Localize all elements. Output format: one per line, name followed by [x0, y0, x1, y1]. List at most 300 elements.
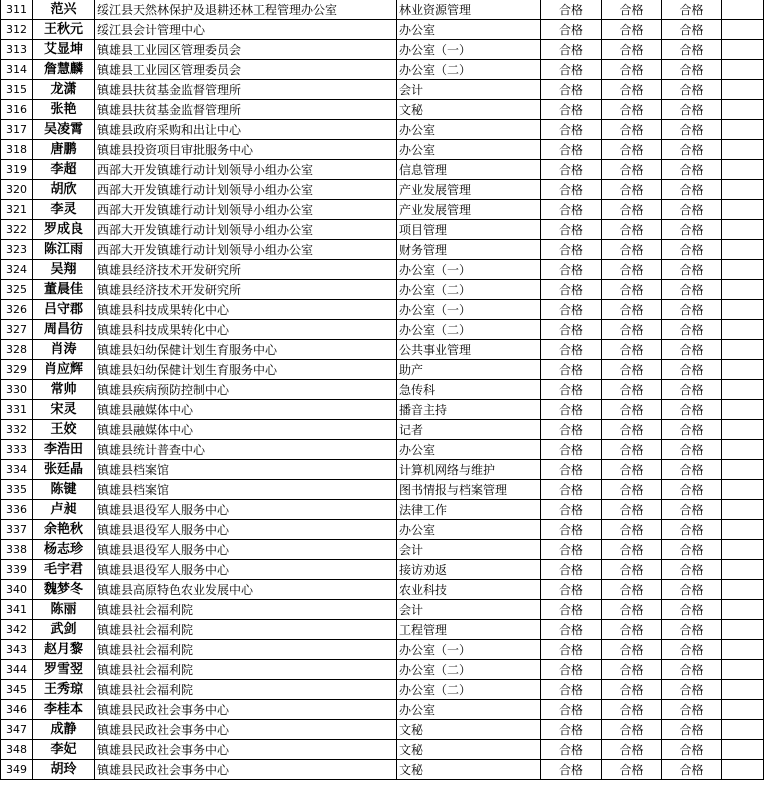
name-cell: 胡玲 [33, 760, 95, 780]
row-number-cell: 342 [1, 620, 33, 640]
result-cell: 合格 [541, 320, 602, 340]
row-number-cell: 330 [1, 380, 33, 400]
row-number-cell: 325 [1, 280, 33, 300]
row-number-cell: 324 [1, 260, 33, 280]
result-cell: 合格 [602, 660, 662, 680]
result-cell: 合格 [662, 660, 722, 680]
position-cell: 计算机网络与维护 [397, 460, 541, 480]
table-row [1, 660, 764, 680]
result-cell: 合格 [602, 440, 662, 460]
result-cell: 合格 [662, 320, 722, 340]
result-cell: 合格 [541, 440, 602, 460]
unit-cell: 镇雄县工业园区管理委员会 [95, 60, 397, 80]
position-cell: 财务管理 [397, 240, 541, 260]
result-cell: 合格 [662, 400, 722, 420]
position-cell: 工程管理 [397, 620, 541, 640]
unit-cell: 西部大开发镇雄行动计划领导小组办公室 [95, 180, 397, 200]
table-row [1, 20, 764, 40]
position-cell: 办公室（二） [397, 60, 541, 80]
name-cell: 王姣 [33, 420, 95, 440]
unit-cell: 镇雄县经济技术开发研究所 [95, 280, 397, 300]
result-cell: 合格 [541, 560, 602, 580]
empty-cell [722, 80, 764, 100]
empty-cell [722, 140, 764, 160]
table-row [1, 200, 764, 220]
row-number-cell: 314 [1, 60, 33, 80]
table-row [1, 600, 764, 620]
name-cell: 陈江雨 [33, 240, 95, 260]
unit-cell: 镇雄县退役军人服务中心 [95, 500, 397, 520]
empty-cell [722, 480, 764, 500]
unit-cell: 镇雄县融媒体中心 [95, 420, 397, 440]
unit-cell: 镇雄县社会福利院 [95, 600, 397, 620]
table-row [1, 0, 764, 20]
empty-cell [722, 180, 764, 200]
empty-cell [722, 280, 764, 300]
position-cell: 办公室 [397, 140, 541, 160]
position-cell: 文秘 [397, 740, 541, 760]
position-cell: 播音主持 [397, 400, 541, 420]
empty-cell [722, 680, 764, 700]
position-cell: 办公室（一） [397, 300, 541, 320]
empty-cell [722, 360, 764, 380]
position-cell: 办公室（一） [397, 40, 541, 60]
row-number-cell: 344 [1, 660, 33, 680]
result-cell: 合格 [541, 200, 602, 220]
table-row [1, 500, 764, 520]
table-row [1, 80, 764, 100]
empty-cell [722, 580, 764, 600]
unit-cell: 镇雄县工业园区管理委员会 [95, 40, 397, 60]
result-cell: 合格 [602, 40, 662, 60]
result-cell: 合格 [541, 660, 602, 680]
result-cell: 合格 [541, 300, 602, 320]
name-cell: 吴翔 [33, 260, 95, 280]
name-cell: 周昌彷 [33, 320, 95, 340]
table-row [1, 620, 764, 640]
table-row [1, 400, 764, 420]
result-cell: 合格 [662, 460, 722, 480]
empty-cell [722, 440, 764, 460]
position-cell: 助产 [397, 360, 541, 380]
position-cell: 文秘 [397, 720, 541, 740]
position-cell: 接访劝返 [397, 560, 541, 580]
result-cell: 合格 [662, 200, 722, 220]
unit-cell: 西部大开发镇雄行动计划领导小组办公室 [95, 200, 397, 220]
result-cell: 合格 [662, 180, 722, 200]
row-number-cell: 327 [1, 320, 33, 340]
row-number-cell: 335 [1, 480, 33, 500]
result-cell: 合格 [541, 740, 602, 760]
result-cell: 合格 [541, 460, 602, 480]
result-cell: 合格 [541, 400, 602, 420]
table-row [1, 140, 764, 160]
row-number-cell: 347 [1, 720, 33, 740]
result-cell: 合格 [541, 220, 602, 240]
name-cell: 张艳 [33, 100, 95, 120]
result-cell: 合格 [541, 420, 602, 440]
result-cell: 合格 [602, 60, 662, 80]
empty-cell [722, 460, 764, 480]
table-row [1, 740, 764, 760]
result-cell: 合格 [602, 100, 662, 120]
table-row [1, 440, 764, 460]
result-cell: 合格 [602, 340, 662, 360]
unit-cell: 镇雄县统计普查中心 [95, 440, 397, 460]
result-cell: 合格 [662, 40, 722, 60]
result-cell: 合格 [541, 620, 602, 640]
result-cell: 合格 [602, 220, 662, 240]
name-cell: 罗成良 [33, 220, 95, 240]
position-cell: 办公室（二） [397, 280, 541, 300]
position-cell: 办公室（一） [397, 260, 541, 280]
position-cell: 信息管理 [397, 160, 541, 180]
name-cell: 李桂本 [33, 700, 95, 720]
row-number-cell: 328 [1, 340, 33, 360]
result-cell: 合格 [662, 100, 722, 120]
name-cell: 王秋元 [33, 20, 95, 40]
table-body [1, 0, 764, 780]
result-cell: 合格 [541, 20, 602, 40]
name-cell: 艾显坤 [33, 40, 95, 60]
table-row [1, 100, 764, 120]
position-cell: 会计 [397, 540, 541, 560]
position-cell: 办公室 [397, 700, 541, 720]
table-row [1, 700, 764, 720]
table-row [1, 320, 764, 340]
unit-cell: 镇雄县疾病预防控制中心 [95, 380, 397, 400]
position-cell: 急传科 [397, 380, 541, 400]
result-cell: 合格 [541, 760, 602, 780]
position-cell: 会计 [397, 600, 541, 620]
result-cell: 合格 [541, 40, 602, 60]
table-row [1, 720, 764, 740]
table-row [1, 120, 764, 140]
result-cell: 合格 [541, 100, 602, 120]
name-cell: 肖涛 [33, 340, 95, 360]
result-cell: 合格 [662, 620, 722, 640]
result-cell: 合格 [602, 0, 662, 20]
result-cell: 合格 [602, 480, 662, 500]
empty-cell [722, 760, 764, 780]
unit-cell: 镇雄县社会福利院 [95, 680, 397, 700]
table-row [1, 220, 764, 240]
result-cell: 合格 [602, 560, 662, 580]
empty-cell [722, 640, 764, 660]
result-cell: 合格 [541, 540, 602, 560]
result-cell: 合格 [541, 500, 602, 520]
name-cell: 罗雪翌 [33, 660, 95, 680]
result-cell: 合格 [602, 300, 662, 320]
table-row [1, 260, 764, 280]
empty-cell [722, 560, 764, 580]
result-cell: 合格 [541, 700, 602, 720]
result-cell: 合格 [602, 460, 662, 480]
result-cell: 合格 [662, 640, 722, 660]
row-number-cell: 321 [1, 200, 33, 220]
unit-cell: 镇雄县民政社会事务中心 [95, 720, 397, 740]
table-row [1, 360, 764, 380]
empty-cell [722, 380, 764, 400]
unit-cell: 绥江县会计管理中心 [95, 20, 397, 40]
result-cell: 合格 [602, 80, 662, 100]
result-cell: 合格 [541, 680, 602, 700]
result-cell: 合格 [662, 560, 722, 580]
empty-cell [722, 320, 764, 340]
result-cell: 合格 [602, 180, 662, 200]
unit-cell: 镇雄县扶贫基金监督管理所 [95, 80, 397, 100]
name-cell: 李妃 [33, 740, 95, 760]
result-cell: 合格 [541, 640, 602, 660]
result-cell: 合格 [662, 340, 722, 360]
row-number-cell: 311 [1, 0, 33, 20]
result-cell: 合格 [541, 580, 602, 600]
position-cell: 办公室（二） [397, 660, 541, 680]
result-cell: 合格 [602, 740, 662, 760]
result-cell: 合格 [662, 600, 722, 620]
row-number-cell: 323 [1, 240, 33, 260]
result-cell: 合格 [541, 120, 602, 140]
result-cell: 合格 [602, 620, 662, 640]
result-cell: 合格 [662, 480, 722, 500]
result-cell: 合格 [662, 60, 722, 80]
result-cell: 合格 [541, 520, 602, 540]
result-cell: 合格 [541, 600, 602, 620]
position-cell: 产业发展管理 [397, 200, 541, 220]
unit-cell: 镇雄县投资项目审批服务中心 [95, 140, 397, 160]
result-cell: 合格 [662, 440, 722, 460]
result-cell: 合格 [541, 80, 602, 100]
result-cell: 合格 [602, 20, 662, 40]
table-row [1, 640, 764, 660]
result-cell: 合格 [602, 320, 662, 340]
unit-cell: 镇雄县社会福利院 [95, 640, 397, 660]
unit-cell: 镇雄县退役军人服务中心 [95, 560, 397, 580]
unit-cell: 镇雄县民政社会事务中心 [95, 740, 397, 760]
empty-cell [722, 20, 764, 40]
result-cell: 合格 [541, 380, 602, 400]
name-cell: 唐鹏 [33, 140, 95, 160]
unit-cell: 镇雄县高原特色农业发展中心 [95, 580, 397, 600]
name-cell: 李灵 [33, 200, 95, 220]
table-row [1, 520, 764, 540]
unit-cell: 镇雄县政府采购和出让中心 [95, 120, 397, 140]
row-number-cell: 320 [1, 180, 33, 200]
position-cell: 办公室（一） [397, 640, 541, 660]
row-number-cell: 318 [1, 140, 33, 160]
position-cell: 办公室 [397, 440, 541, 460]
result-cell: 合格 [662, 380, 722, 400]
result-cell: 合格 [541, 60, 602, 80]
result-cell: 合格 [602, 360, 662, 380]
position-cell: 文秘 [397, 100, 541, 120]
result-cell: 合格 [662, 500, 722, 520]
table-row [1, 240, 764, 260]
position-cell: 项目管理 [397, 220, 541, 240]
name-cell: 王秀琼 [33, 680, 95, 700]
empty-cell [722, 220, 764, 240]
table-row [1, 680, 764, 700]
row-number-cell: 345 [1, 680, 33, 700]
empty-cell [722, 40, 764, 60]
position-cell: 办公室（二） [397, 320, 541, 340]
name-cell: 常帅 [33, 380, 95, 400]
table-row [1, 760, 764, 780]
row-number-cell: 337 [1, 520, 33, 540]
table-row [1, 460, 764, 480]
position-cell: 办公室 [397, 20, 541, 40]
empty-cell [722, 260, 764, 280]
empty-cell [722, 720, 764, 740]
result-cell: 合格 [541, 340, 602, 360]
name-cell: 杨志珍 [33, 540, 95, 560]
row-number-cell: 326 [1, 300, 33, 320]
result-cell: 合格 [662, 160, 722, 180]
name-cell: 卢昶 [33, 500, 95, 520]
row-number-cell: 340 [1, 580, 33, 600]
unit-cell: 镇雄县科技成果转化中心 [95, 320, 397, 340]
result-cell: 合格 [662, 0, 722, 20]
name-cell: 胡欣 [33, 180, 95, 200]
result-cell: 合格 [541, 360, 602, 380]
position-cell: 图书情报与档案管理 [397, 480, 541, 500]
position-cell: 公共事业管理 [397, 340, 541, 360]
name-cell: 武剑 [33, 620, 95, 640]
result-cell: 合格 [662, 140, 722, 160]
row-number-cell: 315 [1, 80, 33, 100]
unit-cell: 绥江县天然林保护及退耕还林工程管理办公室 [95, 0, 397, 20]
result-cell: 合格 [541, 160, 602, 180]
name-cell: 范兴 [33, 0, 95, 20]
row-number-cell: 317 [1, 120, 33, 140]
empty-cell [722, 100, 764, 120]
row-number-cell: 332 [1, 420, 33, 440]
empty-cell [722, 340, 764, 360]
row-number-cell: 333 [1, 440, 33, 460]
result-cell: 合格 [602, 260, 662, 280]
position-cell: 法律工作 [397, 500, 541, 520]
table-row [1, 580, 764, 600]
empty-cell [722, 60, 764, 80]
row-number-cell: 334 [1, 460, 33, 480]
table-row [1, 40, 764, 60]
name-cell: 吕守郡 [33, 300, 95, 320]
row-number-cell: 331 [1, 400, 33, 420]
result-cell: 合格 [541, 280, 602, 300]
row-number-cell: 319 [1, 160, 33, 180]
result-cell: 合格 [602, 420, 662, 440]
result-cell: 合格 [602, 760, 662, 780]
result-cell: 合格 [662, 360, 722, 380]
position-cell: 农业科技 [397, 580, 541, 600]
name-cell: 陈键 [33, 480, 95, 500]
row-number-cell: 322 [1, 220, 33, 240]
result-cell: 合格 [662, 740, 722, 760]
result-cell: 合格 [602, 520, 662, 540]
result-cell: 合格 [602, 200, 662, 220]
position-cell: 办公室 [397, 120, 541, 140]
table-row [1, 560, 764, 580]
result-cell: 合格 [541, 260, 602, 280]
position-cell: 林业资源管理 [397, 0, 541, 20]
result-cell: 合格 [662, 300, 722, 320]
result-cell: 合格 [662, 20, 722, 40]
unit-cell: 镇雄县经济技术开发研究所 [95, 260, 397, 280]
result-cell: 合格 [602, 640, 662, 660]
row-number-cell: 349 [1, 760, 33, 780]
table-row [1, 300, 764, 320]
name-cell: 魏梦冬 [33, 580, 95, 600]
table-row [1, 160, 764, 180]
result-cell: 合格 [602, 160, 662, 180]
result-cell: 合格 [602, 720, 662, 740]
unit-cell: 镇雄县退役军人服务中心 [95, 520, 397, 540]
empty-cell [722, 420, 764, 440]
name-cell: 吴凌霄 [33, 120, 95, 140]
result-cell: 合格 [662, 80, 722, 100]
result-cell: 合格 [662, 280, 722, 300]
row-number-cell: 329 [1, 360, 33, 380]
result-cell: 合格 [662, 700, 722, 720]
unit-cell: 镇雄县妇幼保健计划生育服务中心 [95, 360, 397, 380]
name-cell: 李超 [33, 160, 95, 180]
unit-cell: 镇雄县社会福利院 [95, 620, 397, 640]
position-cell: 办公室（二） [397, 680, 541, 700]
name-cell: 余艳秋 [33, 520, 95, 540]
result-cell: 合格 [602, 700, 662, 720]
result-cell: 合格 [602, 120, 662, 140]
name-cell: 宋灵 [33, 400, 95, 420]
empty-cell [722, 240, 764, 260]
empty-cell [722, 300, 764, 320]
row-number-cell: 338 [1, 540, 33, 560]
name-cell: 龙潇 [33, 80, 95, 100]
unit-cell: 镇雄县民政社会事务中心 [95, 760, 397, 780]
unit-cell: 镇雄县民政社会事务中心 [95, 700, 397, 720]
unit-cell: 镇雄县社会福利院 [95, 660, 397, 680]
empty-cell [722, 520, 764, 540]
unit-cell: 镇雄县退役军人服务中心 [95, 540, 397, 560]
position-cell: 文秘 [397, 760, 541, 780]
table-row [1, 480, 764, 500]
result-cell: 合格 [662, 520, 722, 540]
result-cell: 合格 [541, 240, 602, 260]
result-cell: 合格 [602, 500, 662, 520]
name-cell: 李浩田 [33, 440, 95, 460]
table-row [1, 540, 764, 560]
position-cell: 记者 [397, 420, 541, 440]
row-number-cell: 346 [1, 700, 33, 720]
result-cell: 合格 [541, 720, 602, 740]
position-cell: 办公室 [397, 520, 541, 540]
name-cell: 张廷晶 [33, 460, 95, 480]
row-number-cell: 348 [1, 740, 33, 760]
unit-cell: 镇雄县融媒体中心 [95, 400, 397, 420]
result-cell: 合格 [602, 540, 662, 560]
result-cell: 合格 [662, 580, 722, 600]
table-row [1, 420, 764, 440]
empty-cell [722, 200, 764, 220]
empty-cell [722, 740, 764, 760]
unit-cell: 镇雄县档案馆 [95, 480, 397, 500]
name-cell: 詹慧麟 [33, 60, 95, 80]
row-number-cell: 341 [1, 600, 33, 620]
result-cell: 合格 [662, 760, 722, 780]
row-number-cell: 316 [1, 100, 33, 120]
result-cell: 合格 [662, 260, 722, 280]
empty-cell [722, 120, 764, 140]
unit-cell: 西部大开发镇雄行动计划领导小组办公室 [95, 240, 397, 260]
